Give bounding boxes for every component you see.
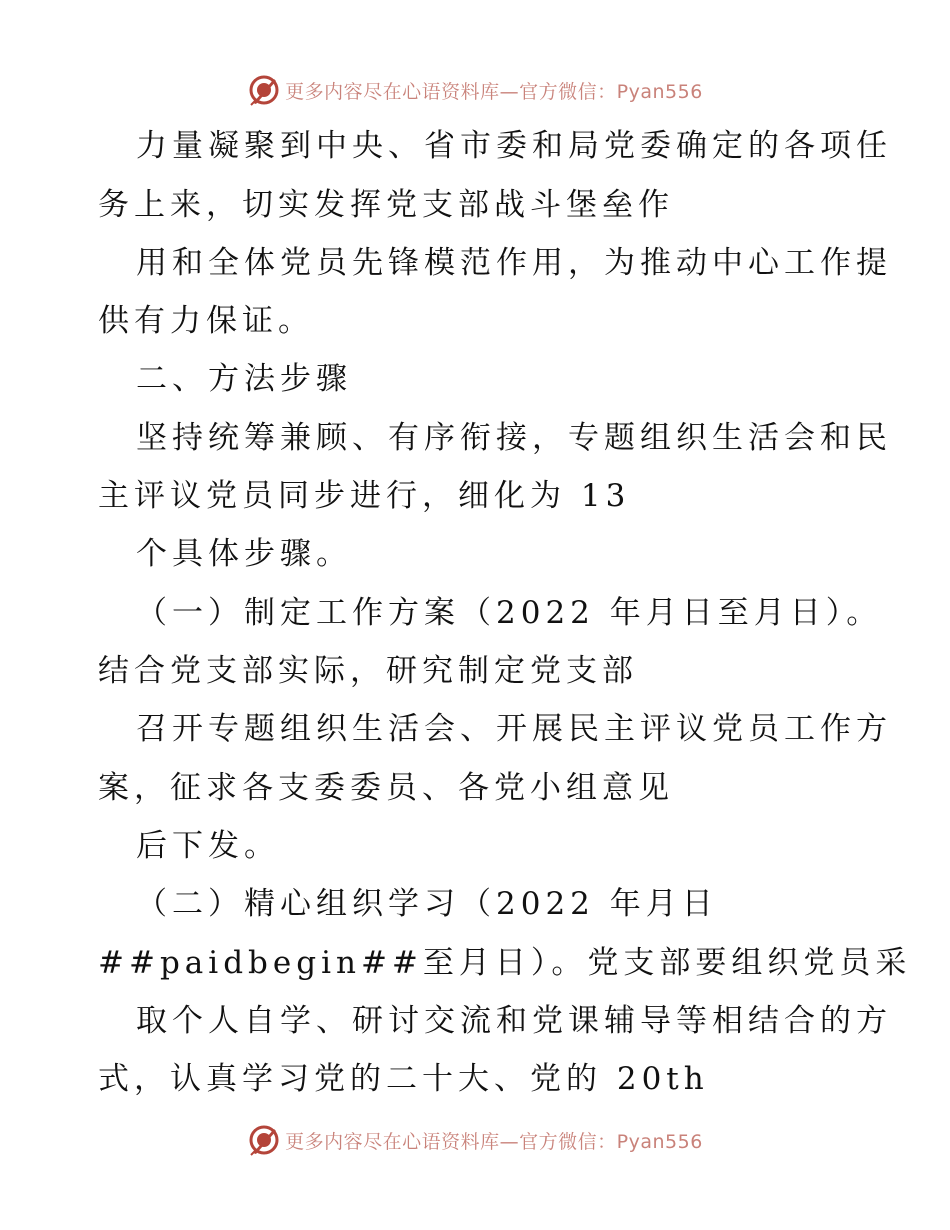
footer-banner-text: 更多内容尽在心语资料库—官方微信：Pyan556 bbox=[285, 1130, 703, 1153]
text-line: 个具体步骤。 bbox=[136, 536, 352, 572]
header-banner-text: 更多内容尽在心语资料库—官方微信：Pyan556 bbox=[285, 80, 703, 103]
text-line: 取个人自学、研讨交流和党课辅导等相结合的方 bbox=[136, 1003, 892, 1039]
text-line: ##paidbegin##至月日）。党支部要组织党员采 bbox=[98, 945, 912, 981]
text-line: 务上来，切实发挥党支部战斗堡垒作 bbox=[98, 187, 674, 223]
text-line: 案，征求各支委委员、各党小组意见 bbox=[98, 770, 674, 806]
text-line: 供有力保证。 bbox=[98, 303, 314, 339]
footer-banner bbox=[0, 1120, 950, 1160]
text-line: 用和全体党员先锋模范作用，为推动中心工作提 bbox=[136, 245, 892, 281]
subsection-heading: （一）制定工作方案（2022 年月日至月日）。 bbox=[136, 595, 883, 631]
subsection-heading: （二）精心组织学习（2022 年月日 bbox=[136, 886, 718, 922]
text-line: 后下发。 bbox=[136, 828, 280, 864]
text-line: 坚持统筹兼顾、有序衔接，专题组织生活会和民 bbox=[136, 420, 892, 456]
quill-seal-icon bbox=[247, 1123, 281, 1157]
text-line: 召开专题组织生活会、开展民主评议党员工作方 bbox=[136, 711, 892, 747]
text-line: 主评议党员同步进行，细化为 13 bbox=[98, 478, 631, 514]
text-line: 力量凝聚到中央、省市委和局党委确定的各项任 bbox=[136, 128, 892, 164]
section-heading: 二、方法步骤 bbox=[136, 361, 352, 397]
text-line: 结合党支部实际，研究制定党支部 bbox=[98, 653, 638, 689]
text-line: 式，认真学习党的二十大、党的 20th bbox=[98, 1061, 709, 1097]
